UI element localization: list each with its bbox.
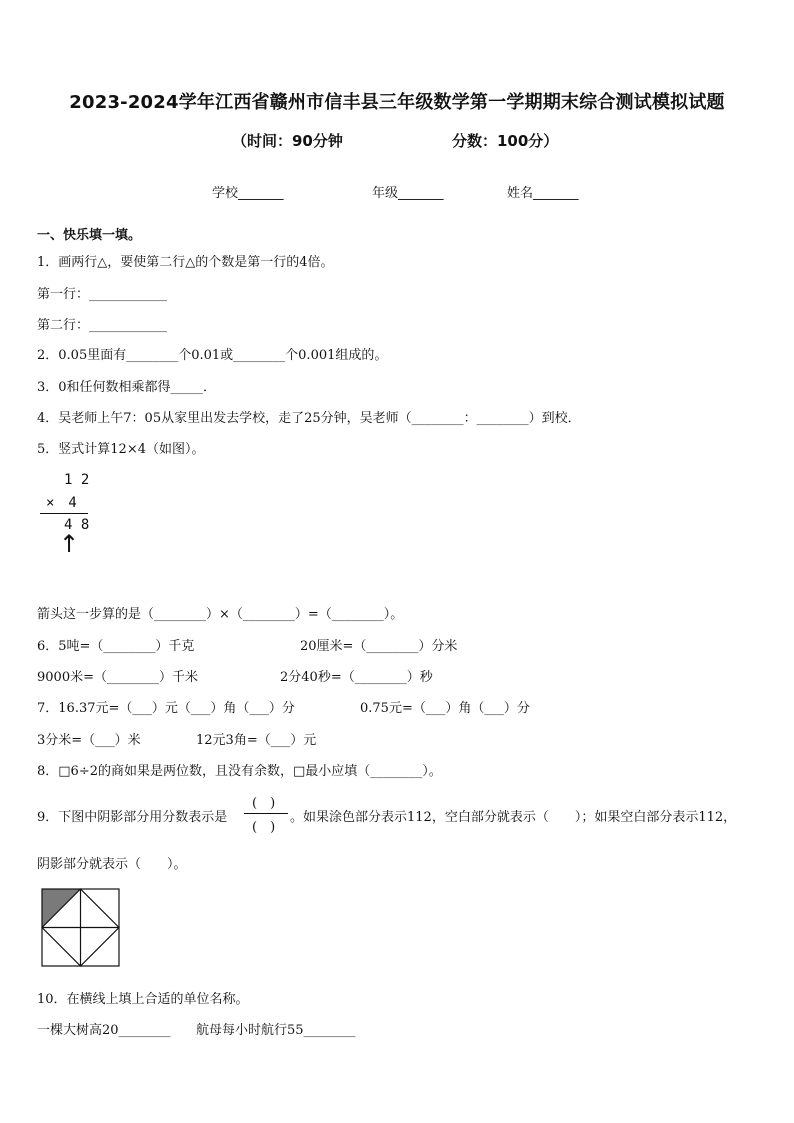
question-7d: 12元3角=（___）元 <box>196 733 317 748</box>
school-field[interactable]: 学校_______ <box>212 186 284 201</box>
question-1: 1．画两行△，要使第二行△的个数是第一行的4倍。 <box>37 255 334 270</box>
question-10: 10．在横线上填上合适的单位名称。 <box>37 992 249 1007</box>
q1-row1-blank[interactable]: 第一行：____________ <box>37 287 168 302</box>
grade-field[interactable]: 年级_______ <box>372 186 444 201</box>
question-10a: 一棵大树高20________ <box>37 1023 171 1038</box>
question-7c: 3分米=（___）米 <box>37 733 141 748</box>
question-10b: 航母每小时航行55________ <box>196 1023 356 1038</box>
question-9-line2: 阴影部分就表示（ ）。 <box>37 857 187 872</box>
question-8: 8．□6÷2的商如果是两位数，且没有余数，□最小应填（________）。 <box>37 764 442 779</box>
question-6d: 2分40秒=（________）秒 <box>280 670 433 685</box>
exam-score: 分数：100分） <box>452 132 559 150</box>
question-6c: 9000米=（________）千米 <box>37 670 198 685</box>
question-9-suffix: 。如果涂色部分表示112，空白部分就表示（ ）；如果空白部分表示112， <box>290 810 737 825</box>
question-5: 5．竖式计算12×4（如图）。 <box>37 442 205 457</box>
question-9-prefix: 9．下图中阴影部分用分数表示是 <box>37 810 228 825</box>
square-diagram <box>41 888 121 968</box>
question-4: 4．吴老师上午7：05从家里出发去学校，走了25分钟，吴老师（________：________）到校． <box>37 411 581 426</box>
section-heading: 一、快乐填一填。 <box>37 228 142 243</box>
up-arrow-icon: ↑ <box>59 530 80 558</box>
exam-time: （时间：90分钟 <box>232 132 343 150</box>
calc-multiplier: × 4 <box>46 495 77 511</box>
question-5-ask: 箭头这一步算的是（________）×（________）=（________）。 <box>37 607 404 622</box>
calc-top-number: 1 2 <box>64 472 90 488</box>
fraction-bar <box>244 813 288 814</box>
question-7b: 0.75元=（___）角（___）分 <box>360 701 530 716</box>
fraction-numerator: ( ) <box>252 796 276 811</box>
fraction-blank[interactable] <box>244 792 288 836</box>
calc-result: 4 8 <box>64 517 90 533</box>
question-3: 3．0和任何数相乘都得_____． <box>37 380 217 395</box>
exam-title: 2023-2024学年江西省赣州市信丰县三年级数学第一学期期末综合测试模拟试题 <box>69 92 725 113</box>
name-field[interactable]: 姓名_______ <box>507 186 579 201</box>
question-2: 2．0.05里面有________个0.01或________个0.001组成的。 <box>37 348 388 363</box>
fraction-denominator: ( ) <box>252 820 276 835</box>
question-6b: 20厘米=（________）分米 <box>300 639 458 654</box>
question-6a: 6．5吨=（________）千克 <box>37 639 195 654</box>
q1-row2-blank[interactable]: 第二行：____________ <box>37 318 168 333</box>
question-7a: 7．16.37元=（___）元（___）角（___）分 <box>37 701 295 716</box>
calc-divider <box>40 513 88 514</box>
